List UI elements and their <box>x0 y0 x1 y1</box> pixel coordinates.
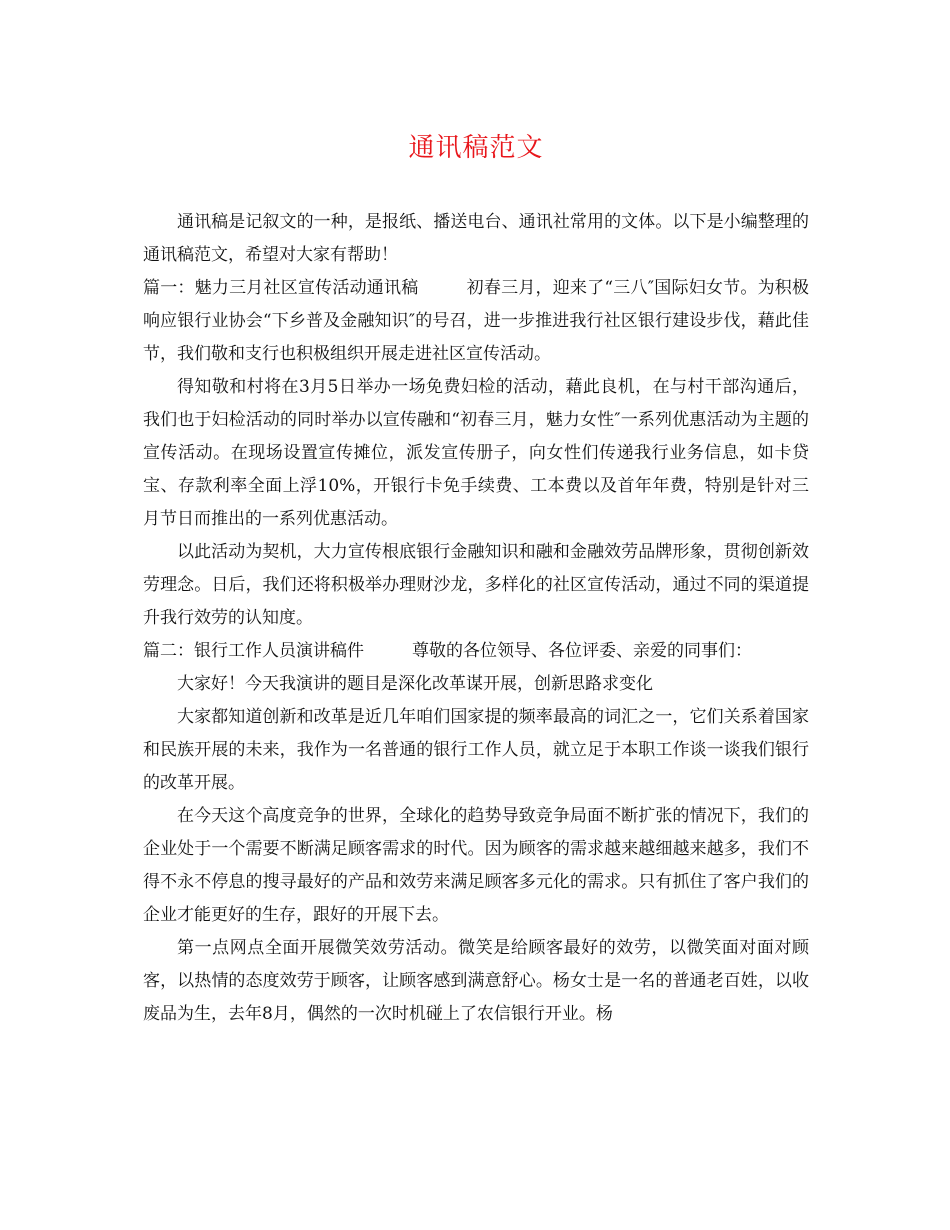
paragraph-text: 以此活动为契机，大力宣传根底银行金融知识和融和金融效劳品牌形象，贯彻创新效劳理念。日后，我们还将积极举办理财沙龙，多样化的社区宣传活动，通过不同的渠道提升我行效劳的认知度。 <box>143 542 809 628</box>
paragraph-text: 尊敬的各位领导、各位评委、亲爱的同事们： <box>412 641 752 661</box>
section-heading: 篇二：银行工作人员演讲稿件 <box>143 641 364 661</box>
section-heading: 篇一：魅力三月社区宣传活动通讯稿 <box>143 278 419 298</box>
paragraph-section-1 <box>143 272 809 371</box>
paragraph-text: 大家都知道创新和改革是近几年咱们国家提的频率最高的词汇之一，它们关系着国家和民族开展的未来，我作为一名普通的银行工作人员，就立足于本职工作谈一谈我们银行的改革开展。 <box>143 707 809 793</box>
document-title: 通讯稿范文 <box>408 133 544 163</box>
paragraph-text: 得知敬和村将在3月5日举办一场免费妇检的活动，藉此良机，在与村干部沟通后，我们也于妇检活动的同时举办以宣传融和“初春三月，魅力女性″一系列优惠活动为主题的宣传活动。在现场设置宣传摊位，派发宣传册子，向女性们传递我行业务信息，如卡贷宝、存款利率全面上浮10%，开银行卡免手续费、工本费以及首年年费，特别是针对三月节日而推出的一系列优惠活动。 <box>143 377 809 529</box>
paragraph-body <box>143 536 809 635</box>
paragraph-intro <box>143 206 809 272</box>
paragraph-body <box>143 800 809 932</box>
paragraph-text: 初春三月，迎来了“三八″国际妇女节。为积极响应银行业协会“下乡普及金融知识″的号召，进一步推进我行社区银行建设步伐，藉此佳节，我们敬和支行也积极组织开展走进社区宣传活动。 <box>143 278 810 364</box>
paragraph-text: 大家好！今天我演讲的题目是深化改革谋开展，创新思路求变化 <box>177 674 653 694</box>
paragraph-text: 通讯稿是记叙文的一种，是报纸、播送电台、通讯社常用的文体。以下是小编整理的通讯稿范文，希望对大家有帮助！ <box>143 212 809 265</box>
paragraph-body <box>143 668 809 701</box>
document-page <box>143 128 809 1031</box>
paragraph-body <box>143 932 809 1031</box>
paragraph-body <box>143 701 809 800</box>
paragraph-text: 第一点网点全面开展微笑效劳活动。微笑是给顾客最好的效劳，以微笑面对面对顾客，以热情的态度效劳于顾客，让顾客感到满意舒心。杨女士是一名的普通老百姓，以收废品为生，去年8月，偶然的一次时机碰上了农信银行开业。杨 <box>143 938 809 1024</box>
paragraph-section-2 <box>143 635 809 668</box>
paragraph-text: 在今天这个高度竞争的世界，全球化的趋势导致竞争局面不断扩张的情况下，我们的企业处于一个需要不断满足顾客需求的时代。因为顾客的需求越来越细越来越多，我们不得不永不停息的搜寻最好的产品和效劳来满足顾客多元化的需求。只有抓住了客户我们的企业才能更好的生存，跟好的开展下去。 <box>143 806 809 925</box>
paragraph-body <box>143 371 809 536</box>
